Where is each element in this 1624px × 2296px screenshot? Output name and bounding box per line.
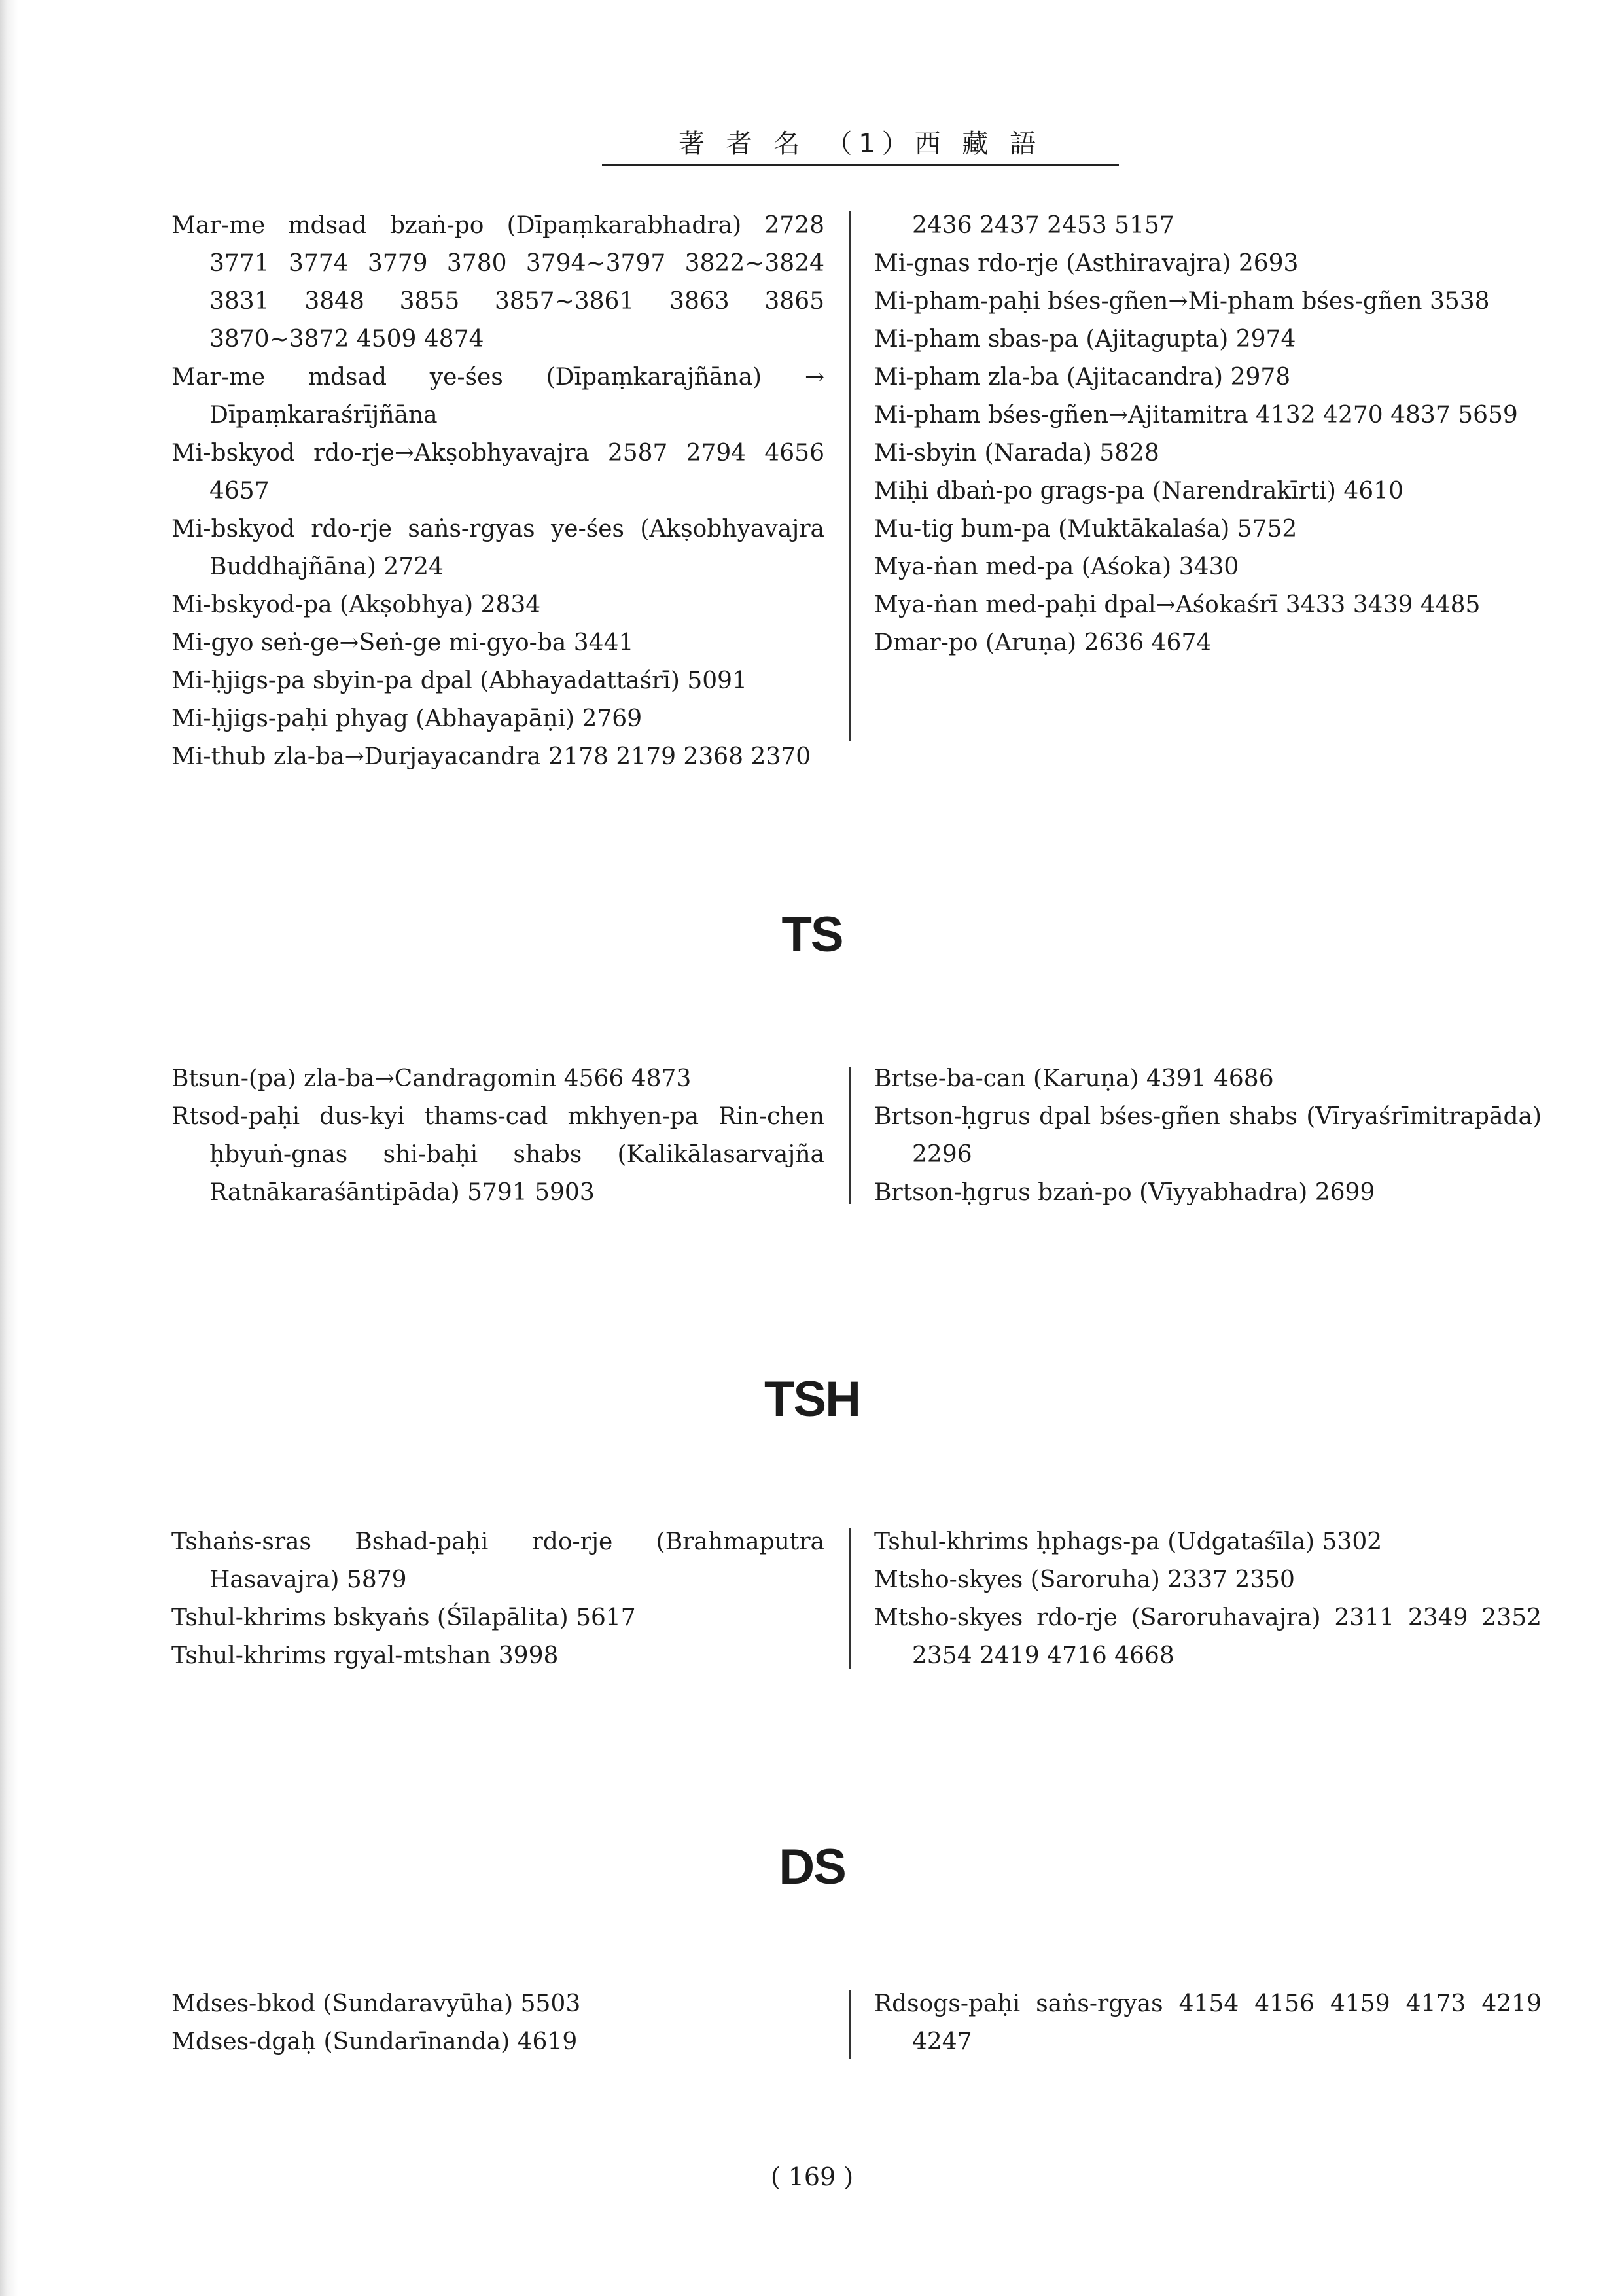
index-entry: Mdses-dgaḥ (Sundarīnanda) 4619 [171, 2028, 578, 2055]
index-entry: Mya-ṅan med-paḥi dpal→Aśokaśrī 3433 3439 4485 [874, 592, 1481, 618]
index-entry: Mar-me mdsad ye-śes (Dīpaṃkarajñāna) → Dīpaṃkaraśrījñāna [171, 364, 824, 429]
index-entry: Mtsho-skyes (Saroruha) 2337 2350 [874, 1566, 1295, 1593]
section-tsh-left [171, 1523, 824, 1675]
index-entry: Mu-tig bum-pa (Muktākalaśa) 5752 [874, 516, 1297, 542]
index-entry: Tshul-khrims bskyaṅs (Śīlapālita) 5617 [171, 1604, 636, 1631]
index-entry: Mi-bskyod rdo-rje→Akṣobhyavajra 2587 2794 4656 4657 [171, 440, 824, 504]
section-ds-right [874, 1985, 1542, 2061]
section-tsh-right [874, 1523, 1542, 1675]
index-entry: Rdsogs-paḥi saṅs-rgyas 4154 4156 4159 4173 4219 4247 [874, 1990, 1542, 2055]
index-entry: Mi-bskyod rdo-rje saṅs-rgyas ye-śes (Akṣobhyavajra Buddhajñāna) 2724 [171, 516, 824, 580]
section-heading-ds: DS [779, 1839, 845, 1895]
index-entry: Mi-ḥjigs-paḥi phyag (Abhayapāṇi) 2769 [171, 705, 643, 732]
column-divider [849, 1990, 851, 2059]
column-divider [849, 1067, 851, 1204]
index-entry: Mi-pham zla-ba (Ajitacandra) 2978 [874, 364, 1291, 391]
section-ts-left [171, 1060, 824, 1212]
index-entry: Mi-bskyod-pa (Akṣobhya) 2834 [171, 592, 541, 618]
index-entry: Mtsho-skyes rdo-rje (Saroruhavajra) 2311 2349 2352 2354 2419 4716 4668 [874, 1604, 1542, 1669]
index-entry: Brtson-ḥgrus bzaṅ-po (Vīyyabhadra) 2699 [874, 1179, 1375, 1206]
index-entry: Miḥi dbaṅ-po grags-pa (Narendrakīrti) 4610 [874, 478, 1403, 504]
scan-edge [0, 0, 18, 2296]
section-heading-tsh: TSH [764, 1371, 860, 1427]
index-entry: Mdses-bkod (Sundaravyūha) 5503 [171, 1990, 581, 2017]
index-entry: Brtson-ḥgrus dpal bśes-gñen shabs (Vīryaśrīmitrapāda) 2296 [874, 1103, 1542, 1168]
index-entry: Mi-gyo seṅ-ge→Seṅ-ge mi-gyo-ba 3441 [171, 629, 634, 656]
index-entry: Dmar-po (Aruṇa) 2636 4674 [874, 629, 1212, 656]
page-number: ( 169 ) [770, 2163, 854, 2191]
column-divider [849, 211, 851, 741]
index-entry: Rtsod-paḥi dus-kyi thams-cad mkhyen-pa Rin-chen ḥbyuṅ-gnas shi-baḥi shabs (Kalikālasarvajña Ratnākaraśāntipāda) 5791 5903 [171, 1103, 824, 1206]
section-m-left [171, 207, 824, 776]
index-entry: Tshul-khrims ḥphags-pa (Udgataśīla) 5302 [874, 1528, 1383, 1555]
section-heading-ts: TS [781, 907, 843, 963]
index-entry-continuation: 2436 2437 2453 5157 [912, 212, 1174, 239]
index-entry: Tshul-khrims rgyal-mtshan 3998 [171, 1642, 559, 1669]
page-header: 著 者 名 （1）西 藏 語 [602, 123, 1119, 166]
index-entry: Mi-ḥjigs-pa sbyin-pa dpal (Abhayadattaśrī) 5091 [171, 667, 747, 694]
section-ts-right [874, 1060, 1542, 1212]
index-entry: Tshaṅs-sras Bshad-paḥi rdo-rje (Brahmaputra Hasavajra) 5879 [171, 1528, 824, 1593]
index-entry: Mya-ṅan med-pa (Aśoka) 3430 [874, 554, 1239, 580]
column-divider [849, 1528, 851, 1669]
index-entry: Mi-gnas rdo-rje (Asthiravajra) 2693 [874, 250, 1299, 277]
section-ds-left [171, 1985, 824, 2061]
index-entry: Btsun-(pa) zla-ba→Candragomin 4566 4873 [171, 1065, 692, 1092]
index-entry: Mar-me mdsad bzaṅ-po (Dīpaṃkarabhadra) 2728 3771 3774 3779 3780 3794~3797 3822~3824 3831 3848 3855 3857~3861 3863 3865 3870~3872 4509 4874 [171, 212, 824, 353]
section-m-right [874, 207, 1542, 662]
index-entry: Mi-thub zla-ba→Durjayacandra 2178 2179 2368 2370 [171, 743, 811, 770]
index-entry: Mi-pham sbas-pa (Ajitagupta) 2974 [874, 326, 1296, 353]
index-entry: Mi-pham-paḥi bśes-gñen→Mi-pham bśes-gñen 3538 [874, 288, 1490, 315]
index-entry: Mi-pham bśes-gñen→Ajitamitra 4132 4270 4837 5659 [874, 402, 1518, 429]
index-entry: Brtse-ba-can (Karuṇa) 4391 4686 [874, 1065, 1274, 1092]
index-entry: Mi-sbyin (Narada) 5828 [874, 440, 1159, 467]
